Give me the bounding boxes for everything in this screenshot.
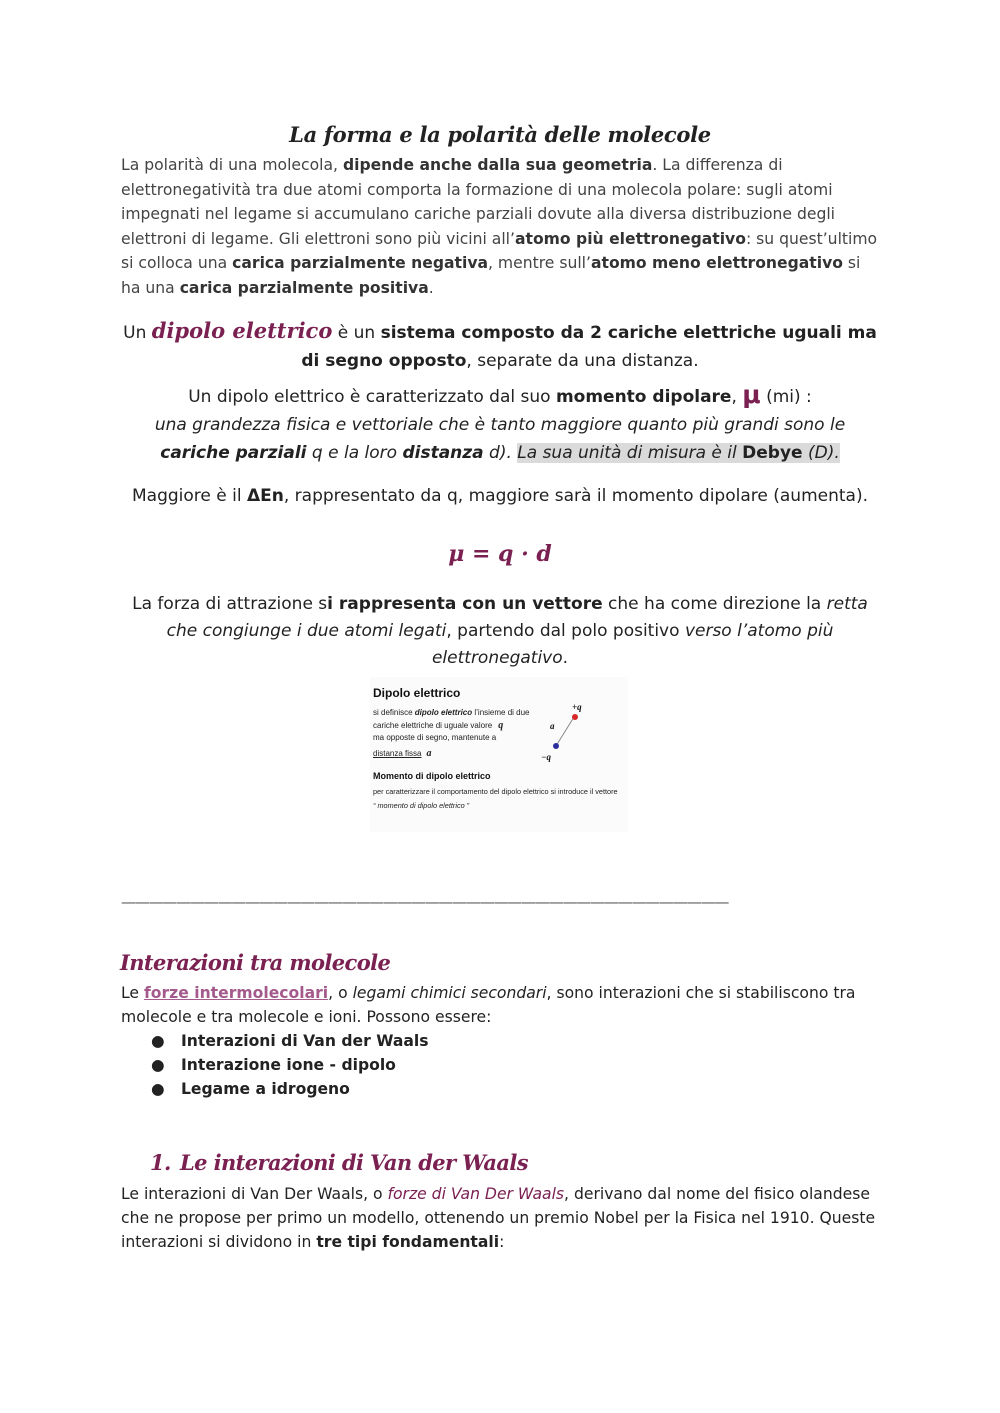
bold-italic-text: distanza	[402, 443, 484, 463]
distance-a-label: a	[550, 721, 555, 731]
bold-italic-text: cariche parziali	[160, 443, 307, 463]
figure-line: per caratterizzare il comportamento del dipolo elettrico si introduce il vettore	[373, 787, 618, 796]
force-vector-paragraph	[118, 591, 882, 672]
text: .	[428, 278, 434, 297]
bullet-icon: ●	[151, 1056, 165, 1074]
bold-text: sistema composto da 2 cariche elettriche uguali ma di segno opposto	[301, 323, 877, 371]
text: :	[499, 1233, 505, 1251]
text: Le interazioni di Van Der Waals, o	[121, 1185, 388, 1203]
dipole-diagram	[530, 697, 600, 767]
bold-italic-text: dipolo elettrico	[414, 708, 473, 717]
bold-text: atomo meno elettronegativo	[590, 254, 843, 272]
figure-title: Dipolo elettrico	[373, 686, 461, 700]
list-item-label: Interazioni di Van der Waals	[181, 1032, 429, 1050]
section-heading-interazioni: Interazioni tra molecole	[120, 950, 391, 975]
text: Maggiore è il	[132, 486, 247, 506]
list-item-label: Legame a idrogeno	[181, 1080, 350, 1098]
text: che ha come direzione la	[602, 594, 827, 614]
positive-charge	[572, 714, 578, 720]
separator-line: ————————————————————————————————————————————	[121, 893, 729, 911]
interaction-types-list	[148, 1029, 429, 1101]
list-item	[148, 1029, 429, 1053]
figure-line: “ momento di dipolo elettrico ”	[373, 801, 470, 810]
figure-line: ma opposte di segno, mantenute a	[373, 733, 497, 742]
dipole-moment-paragraph	[118, 381, 882, 467]
text: .	[562, 648, 569, 668]
bold-text: carica parzialmente positiva	[179, 278, 429, 297]
list-item	[148, 1077, 429, 1101]
dipole-definition	[118, 317, 882, 375]
text: è un	[332, 323, 381, 343]
text: , partendo dal polo positivo	[446, 621, 685, 641]
negative-charge	[553, 743, 559, 749]
text: , derivano dal nome del fisico olandese che ne propose per primo un modello, ottenendo un premio Nobel per la Fisica nel 1910. Queste interazioni si dividono in	[121, 1185, 876, 1251]
bold-text: carica parzialmente negativa	[232, 254, 489, 272]
text: , rappresentato da q, maggiore sarà il momento dipolare (aumenta).	[283, 486, 868, 506]
section-heading-van-der-waals	[150, 1150, 528, 1175]
text: (mi) :	[760, 387, 812, 407]
italic-text: una grandezza fisica e vettoriale che è tanto maggiore quanto più grandi sono le	[154, 415, 846, 435]
figure-subtitle: Momento di dipolo elettrico	[373, 771, 491, 781]
text: l’insieme di due	[472, 708, 530, 717]
bullet-icon: ●	[151, 1080, 165, 1098]
bold-text: Debye	[742, 443, 803, 463]
text: . La differenza di elettronegatività tra due atomi comporta la formazione di una molecola polare: sugli atomi impegnati nel legame si accumulano cariche parziali dovute alla diversa distribuzione degli elettroni di legame. Gli elettroni sono più vicini all’	[121, 156, 836, 248]
italic-text: d).	[483, 443, 518, 463]
text: Un	[123, 323, 152, 343]
page-title: La forma e la polarità delle molecole	[289, 122, 711, 147]
forze-intermolecolari-link[interactable]: forze intermolecolari	[143, 984, 329, 1002]
italic-text: La sua unità di misura è il	[517, 443, 743, 463]
text: : su quest’ultimo si colloca una	[121, 229, 878, 272]
figure-line	[373, 748, 431, 759]
section-heading-text: Le interazioni di Van der Waals	[180, 1150, 528, 1175]
minus-q-label: −q	[541, 752, 551, 762]
text: cariche elettriche di uguale valore	[373, 721, 493, 730]
a-label: a	[426, 748, 432, 759]
bold-text: atomo più elettronegativo	[514, 229, 746, 248]
italic-text: q e la loro	[306, 443, 403, 463]
mu-symbol: μ	[742, 380, 761, 409]
underlined-text: distanza fissa	[373, 749, 422, 758]
figure-line	[373, 708, 530, 717]
section-number: 1.	[150, 1150, 171, 1175]
bold-text: dipende anche dalla sua geometria	[342, 156, 653, 174]
text: Un dipolo elettrico è caratterizzato dal suo	[188, 387, 556, 407]
bold-text: tre tipi fondamentali	[316, 1233, 500, 1251]
dipole-term: dipolo elettrico	[151, 318, 333, 343]
text: , sono interazioni che si stabiliscono tra molecole e tra molecole e ioni. Possono essere:	[121, 984, 856, 1026]
list-item-label: Interazione ione - dipolo	[181, 1056, 396, 1074]
bold-text: i rappresenta con un vettore	[327, 594, 603, 614]
italic-text: verso l’atomo più elettronegativo	[431, 621, 834, 668]
text: Le	[121, 984, 144, 1002]
q-label: q	[498, 720, 504, 731]
intermolecular-paragraph	[121, 981, 881, 1029]
italic-text: legami chimici secondari	[352, 984, 547, 1002]
text: si ha una	[121, 254, 861, 297]
list-item	[148, 1053, 429, 1077]
highlighted-unit	[517, 443, 839, 463]
figure-line	[373, 720, 503, 731]
italic-accent-text: forze di Van Der Waals	[387, 1185, 565, 1203]
text: , o	[328, 984, 353, 1002]
delta-en-paragraph	[118, 483, 882, 510]
plus-q-label: +q	[572, 702, 582, 712]
dipole-formula: μ = q · d	[448, 541, 552, 567]
italic-text: retta che congiunge i due atomi legati	[166, 594, 868, 641]
text: si definisce	[373, 708, 415, 717]
bold-text: ΔEn	[247, 486, 284, 506]
text: La polarità di una molecola,	[121, 156, 343, 174]
italic-text: (D).	[802, 443, 840, 463]
dipole-figure	[370, 677, 628, 832]
bullet-icon: ●	[151, 1032, 165, 1050]
dipole-axis-line	[556, 717, 574, 746]
text: , separate da una distanza.	[466, 351, 699, 371]
bold-text: momento dipolare	[555, 387, 732, 407]
text: La forza di attrazione s	[132, 594, 328, 614]
text: ,	[731, 387, 743, 407]
text: , mentre sull’	[488, 254, 591, 272]
van-der-waals-paragraph	[121, 1182, 881, 1254]
intro-paragraph	[121, 153, 881, 300]
